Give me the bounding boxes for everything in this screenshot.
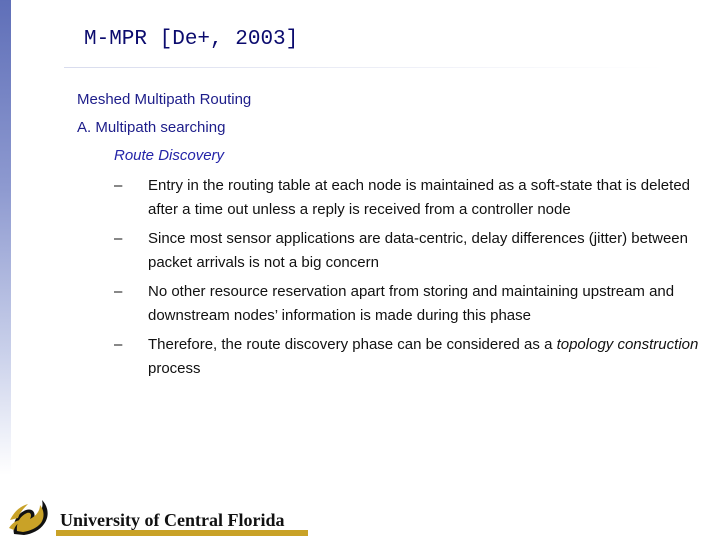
- title-main: M-MPR: [84, 28, 148, 51]
- title-divider: [64, 67, 664, 68]
- pegasus-logo-icon: [9, 500, 48, 535]
- title-reference: [De+, 2003]: [159, 28, 299, 51]
- bullet-list: [112, 174, 702, 386]
- slide-title: [84, 28, 298, 51]
- dash-marker: –: [114, 230, 123, 247]
- list-item: [112, 280, 702, 328]
- dash-marker: –: [114, 336, 123, 353]
- topic-line-2: A. Multipath searching: [77, 119, 226, 136]
- bullet-text-before: Therefore, the route discovery phase can be considered as a: [148, 336, 557, 353]
- bullet-text: No other resource reservation apart from storing and maintaining upstream and downstream nodes’ information is made during this phase: [148, 283, 675, 324]
- list-item: [112, 174, 702, 222]
- list-item: [112, 227, 702, 275]
- dash-marker: –: [114, 177, 123, 194]
- dash-marker: –: [114, 283, 123, 300]
- bullet-text: [148, 336, 698, 377]
- subheading: Route Discovery: [114, 147, 225, 164]
- university-name: University of Central Florida: [60, 510, 285, 530]
- bullet-text-italic: topology construction: [556, 336, 699, 353]
- bullet-text: Since most sensor applications are data-centric, delay differences (jitter) between packet arrivals is not a big concern: [148, 230, 688, 271]
- bullet-text: Entry in the routing table at each node is maintained as a soft-state that is deleted after a time out unless a reply is received from a controller node: [148, 177, 690, 218]
- list-item: [112, 333, 702, 381]
- university-footer-logo: [8, 494, 308, 538]
- gold-underline: [56, 530, 308, 536]
- left-accent-bar: [0, 0, 11, 540]
- bullet-text-after: process: [148, 360, 201, 377]
- footer-svg: [8, 494, 308, 538]
- topic-line-1: Meshed Multipath Routing: [77, 91, 252, 108]
